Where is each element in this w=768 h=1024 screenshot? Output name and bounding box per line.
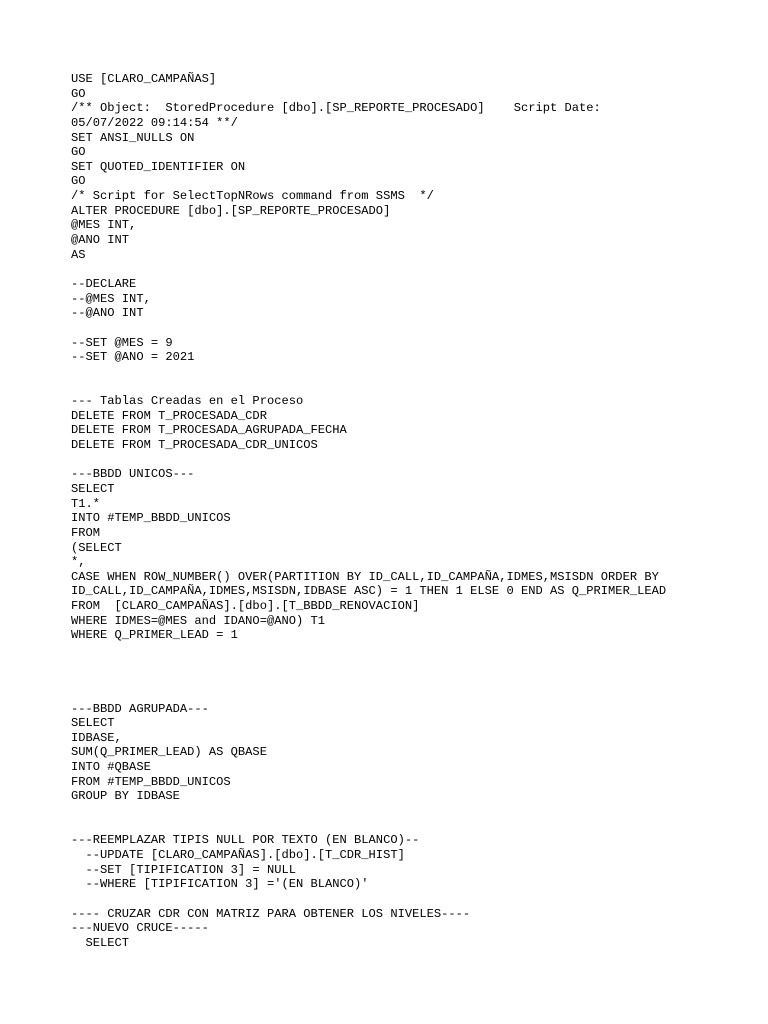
sql-script-page	[71, 72, 751, 950]
code-line: @ANO INT	[71, 233, 130, 248]
code-line: --DECLARE	[71, 276, 137, 291]
code-line: SUM(Q_PRIMER_LEAD) AS QBASE	[71, 745, 267, 760]
code-line: --- Tablas Creadas en el Proceso	[71, 394, 304, 409]
code-line: --SET @MES = 9	[71, 335, 173, 350]
code-line: 05/07/2022 09:14:54 **/	[71, 115, 238, 130]
code-line: --UPDATE [CLARO_CAMPAÑAS].[dbo].[T_CDR_HIST]	[71, 847, 405, 862]
code-line: SET QUOTED_IDENTIFIER ON	[71, 159, 246, 174]
code-line: ---BBDD AGRUPADA---	[71, 701, 209, 716]
blank-line	[71, 804, 751, 819]
code-line: *,	[71, 555, 86, 570]
code-line: ---- CRUZAR CDR CON MATRIZ PARA OBTENER LOS NIVELES----	[71, 906, 471, 921]
code-line: SELECT	[71, 716, 115, 731]
code-line: --@MES INT,	[71, 291, 151, 306]
code-line: ID_CALL,ID_CAMPAÑA,IDMES,MSISDN,IDBASE ASC) = 1 THEN 1 ELSE 0 END AS Q_PRIMER_LEAD	[71, 584, 667, 599]
blank-line	[71, 819, 751, 834]
code-line: --SET [TIPIFICATION 3] = NULL	[71, 862, 296, 877]
blank-line	[71, 643, 751, 658]
code-line: SELECT	[71, 935, 130, 950]
code-line: USE [CLARO_CAMPAÑAS]	[71, 72, 217, 86]
code-line: /* Script for SelectTopNRows command from SSMS */	[71, 189, 434, 204]
code-line: --WHERE [TIPIFICATION 3] ='(EN BLANCO)'	[71, 877, 369, 892]
code-line: GO	[71, 86, 86, 101]
code-line: WHERE Q_PRIMER_LEAD = 1	[71, 628, 238, 643]
code-line: IDBASE,	[71, 730, 122, 745]
code-line: FROM [CLARO_CAMPAÑAS].[dbo].[T_BBDD_RENOVACION]	[71, 599, 420, 614]
sql-code-block	[71, 72, 751, 950]
code-line: DELETE FROM T_PROCESADA_CDR_UNICOS	[71, 438, 318, 453]
blank-line	[71, 658, 751, 673]
code-line: ALTER PROCEDURE [dbo].[SP_REPORTE_PROCESADO]	[71, 203, 391, 218]
blank-line	[71, 453, 751, 468]
code-line: WHERE IDMES=@MES and IDANO=@ANO) T1	[71, 613, 326, 628]
code-line: INTO #QBASE	[71, 760, 151, 775]
code-line: FROM #TEMP_BBDD_UNICOS	[71, 774, 231, 789]
code-line: CASE WHEN ROW_NUMBER() OVER(PARTITION BY ID_CALL,ID_CAMPAÑA,IDMES,MSISDN ORDER BY	[71, 569, 659, 584]
code-line: --SET @ANO = 2021	[71, 350, 195, 365]
code-line: GROUP BY IDBASE	[71, 789, 180, 804]
code-line: --@ANO INT	[71, 306, 144, 321]
blank-line	[71, 687, 751, 702]
blank-line	[71, 892, 751, 907]
blank-line	[71, 321, 751, 336]
code-line: FROM	[71, 525, 101, 540]
blank-line	[71, 672, 751, 687]
blank-line	[71, 262, 751, 277]
code-line: ---REEMPLAZAR TIPIS NULL POR TEXTO (EN BLANCO)--	[71, 833, 420, 848]
code-line: INTO #TEMP_BBDD_UNICOS	[71, 511, 231, 526]
blank-line	[71, 365, 751, 380]
code-line: AS	[71, 247, 86, 262]
blank-line	[71, 379, 751, 394]
code-line: GO	[71, 174, 86, 189]
code-line: DELETE FROM T_PROCESADA_AGRUPADA_FECHA	[71, 423, 347, 438]
code-line: GO	[71, 145, 86, 160]
code-line: ---BBDD UNICOS---	[71, 467, 195, 482]
code-line: @MES INT,	[71, 218, 137, 233]
code-line: (SELECT	[71, 540, 122, 555]
code-line: SET ANSI_NULLS ON	[71, 130, 195, 145]
code-line: DELETE FROM T_PROCESADA_CDR	[71, 408, 267, 423]
code-line: T1.*	[71, 496, 101, 511]
code-line: /** Object: StoredProcedure [dbo].[SP_REPORTE_PROCESADO] Script Date:	[71, 101, 601, 116]
code-line: ---NUEVO CRUCE-----	[71, 921, 209, 936]
code-line: SELECT	[71, 481, 115, 496]
